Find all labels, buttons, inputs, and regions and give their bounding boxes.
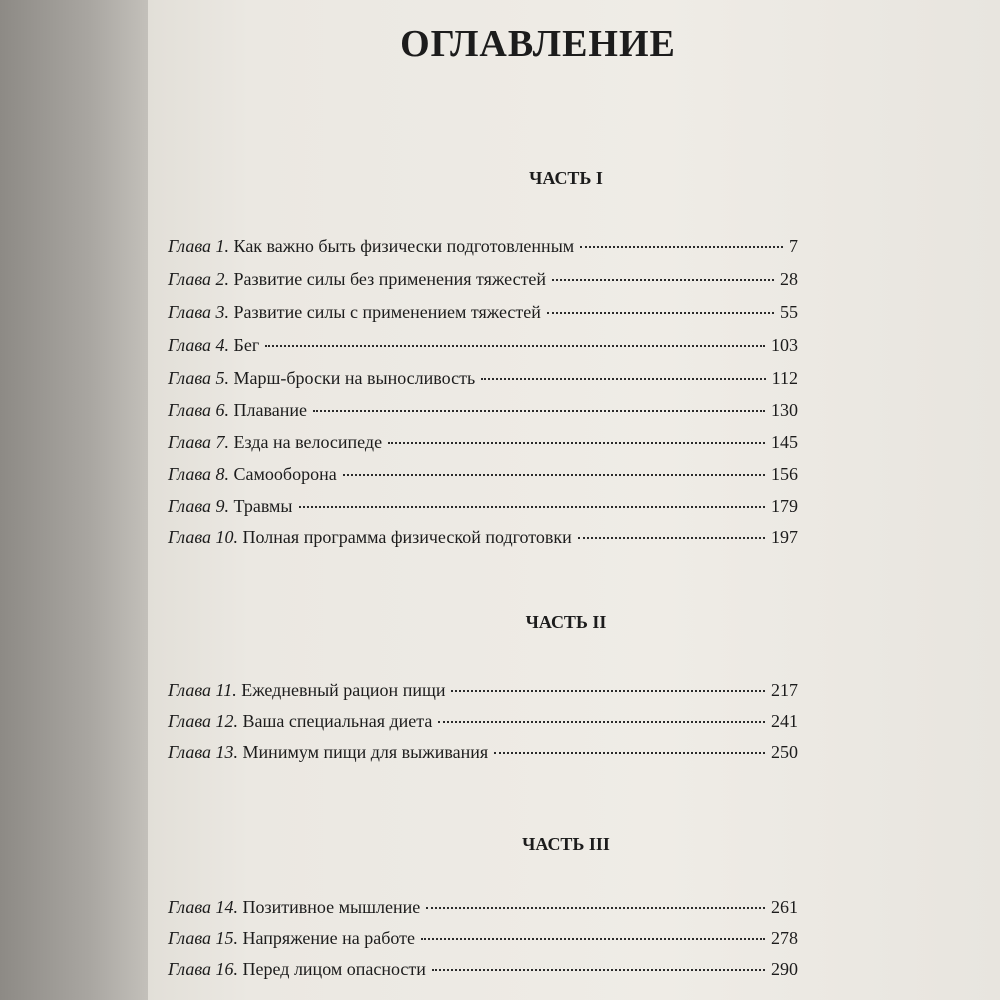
dot-leader: [494, 752, 765, 754]
book-gutter-shadow: [0, 0, 150, 1000]
chapter-label: Глава 7.: [168, 432, 230, 452]
toc-entry: [168, 680, 798, 701]
page-number: 278: [771, 928, 798, 948]
toc-entry: [168, 711, 798, 732]
dot-leader: [481, 378, 765, 380]
page-number: 112: [771, 368, 798, 388]
toc-entry: [168, 269, 798, 290]
chapter-title: Езда на велосипеде: [233, 432, 383, 452]
dot-leader: [265, 345, 765, 347]
page-number: 28: [780, 269, 798, 289]
toc-entry: [168, 959, 798, 980]
chapter-label: Глава 1.: [168, 236, 230, 256]
chapter-title: Самооборона: [233, 464, 337, 484]
dot-leader: [438, 721, 765, 723]
toc-entry: [168, 928, 798, 949]
chapter-label: Глава 3.: [168, 302, 230, 322]
toc-entry: [168, 464, 798, 485]
toc-entry: [168, 742, 798, 763]
chapter-title: Бег: [233, 335, 260, 355]
dot-leader: [388, 442, 765, 444]
chapter-label: Глава 14.: [168, 897, 239, 917]
page-number: 7: [789, 236, 798, 256]
dot-leader: [552, 279, 774, 281]
chapter-label: Глава 12.: [168, 711, 239, 731]
toc-entry: [168, 496, 798, 517]
page-number: 179: [771, 496, 798, 516]
chapter-label: Глава 2.: [168, 269, 230, 289]
dot-leader: [299, 506, 765, 508]
toc-entry: [168, 527, 798, 548]
book-page: [148, 0, 1000, 1000]
toc-entry: [168, 432, 798, 453]
dot-leader: [432, 969, 765, 971]
toc-entry: [168, 335, 798, 356]
dot-leader: [343, 474, 765, 476]
page-number: 103: [771, 335, 798, 355]
page-number: 217: [771, 680, 798, 700]
toc-entry: [168, 236, 798, 257]
chapter-title: Ежедневный рацион пищи: [241, 680, 446, 700]
toc-entry: [168, 368, 798, 389]
page-number: 55: [780, 302, 798, 322]
chapter-label: Глава 6.: [168, 400, 230, 420]
dot-leader: [426, 907, 765, 909]
chapter-title: Перед лицом опасности: [242, 959, 426, 979]
chapter-label: Глава 16.: [168, 959, 239, 979]
part-heading-2: ЧАСТЬ II: [525, 612, 607, 632]
dot-leader: [313, 410, 765, 412]
dot-leader: [580, 246, 783, 248]
toc-entry: [168, 897, 798, 918]
chapter-title: Травмы: [233, 496, 293, 516]
chapter-label: Глава 10.: [168, 527, 239, 547]
part-heading-3: ЧАСТЬ III: [522, 834, 610, 854]
chapter-title: Полная программа физической подготовки: [242, 527, 572, 547]
chapter-title: Развитие силы без применения тяжестей: [233, 269, 547, 289]
page-number: 130: [771, 400, 798, 420]
page-number: 241: [771, 711, 798, 731]
page-number: 197: [771, 527, 798, 547]
chapter-title: Марш-броски на выносливость: [233, 368, 476, 388]
dot-leader: [547, 312, 774, 314]
chapter-title: Плавание: [233, 400, 308, 420]
toc-entry: [168, 302, 798, 323]
chapter-label: Глава 4.: [168, 335, 230, 355]
toc-entry: [168, 400, 798, 421]
chapter-title: Ваша специальная диета: [242, 711, 433, 731]
dot-leader: [451, 690, 765, 692]
chapter-title: Как важно быть физически подготовленным: [233, 236, 575, 256]
chapter-label: Глава 13.: [168, 742, 239, 762]
dot-leader: [421, 938, 765, 940]
page-number: 250: [771, 742, 798, 762]
chapter-label: Глава 15.: [168, 928, 239, 948]
page-number: 156: [771, 464, 798, 484]
chapter-label: Глава 5.: [168, 368, 230, 388]
chapter-title: Развитие силы с применением тяжестей: [233, 302, 541, 322]
page-number: 145: [771, 432, 798, 452]
chapter-label: Глава 8.: [168, 464, 230, 484]
chapter-label: Глава 11.: [168, 680, 237, 700]
chapter-label: Глава 9.: [168, 496, 230, 516]
page-number: 261: [771, 897, 798, 917]
chapter-title: Позитивное мышление: [242, 897, 421, 917]
page-number: 290: [771, 959, 798, 979]
dot-leader: [578, 537, 765, 539]
page-title: ОГЛАВЛЕНИЕ: [400, 23, 676, 65]
part-heading-1: ЧАСТЬ I: [529, 168, 603, 188]
chapter-title: Напряжение на работе: [242, 928, 416, 948]
chapter-title: Минимум пищи для выживания: [242, 742, 489, 762]
